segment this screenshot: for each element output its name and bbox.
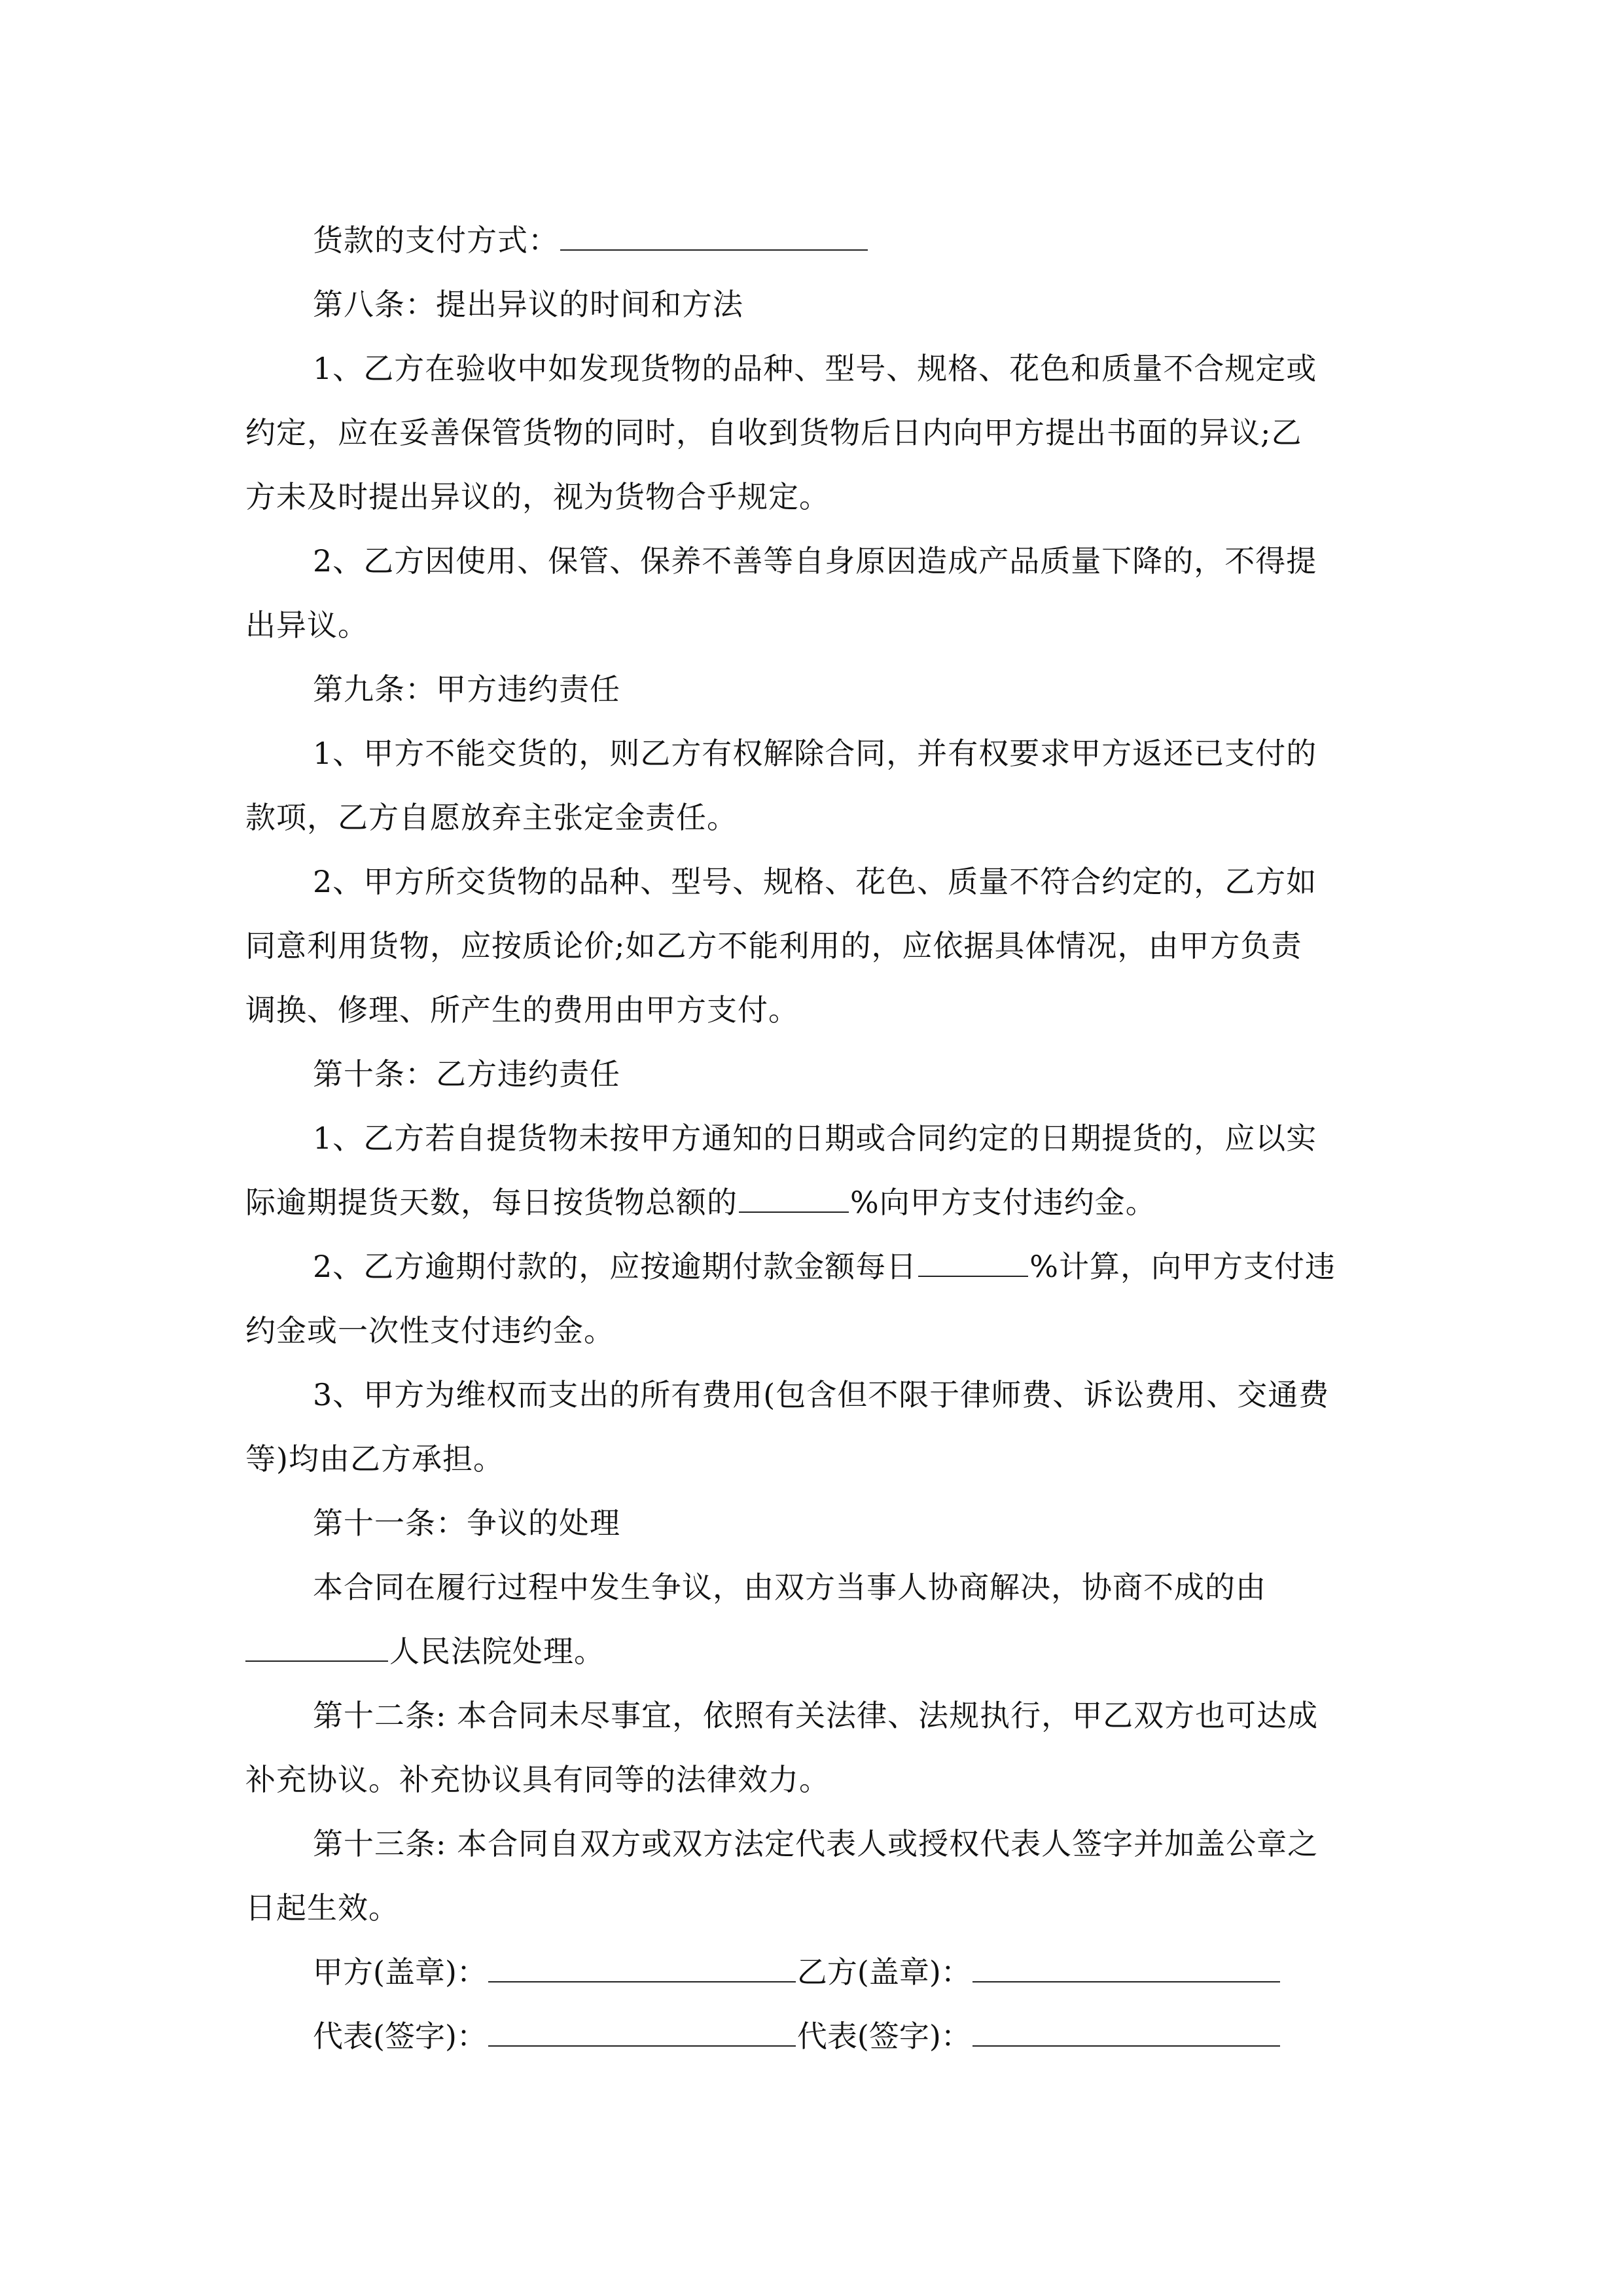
article-10-p3-line1: 3、甲方为维权而支出的所有费用(包含但不限于律师费、诉讼费用、交通费 xyxy=(313,1377,1330,1412)
article-13-line2: 日起生效。 xyxy=(245,1890,399,1926)
article-8-p1-line2: 约定，应在妥善保管货物的同时，自收到货物后日内向甲方提出书面的异议;乙 xyxy=(245,415,1302,450)
article-10-p2-line2: 约金或一次性支付违约金。 xyxy=(245,1313,615,1348)
article-11-title: 第十一条：争议的处理 xyxy=(313,1505,620,1541)
article-10-p2-pre: 2、乙方逾期付款的，应按逾期付款金额每日 xyxy=(313,1249,918,1284)
article-12-line2: 补充协议。补充协议具有同等的法律效力。 xyxy=(245,1762,830,1797)
article-9-p2-line2: 同意利用货物，应按质论价;如乙方不能利用的，应依据具体情况，由甲方负责 xyxy=(245,928,1302,963)
payment-method-line xyxy=(245,208,1381,272)
article-10-p1-line2 xyxy=(245,1170,1381,1234)
party-b-seal-label: 乙方(盖章)： xyxy=(796,1954,971,1990)
article-9-p2-line3: 调换、修理、所产生的费用由甲方支付。 xyxy=(245,992,799,1028)
payment-method-label: 货款的支付方式： xyxy=(313,223,559,258)
article-12-line1: 第十二条: 本合同未尽事宜，依照有关法律、法规执行，甲乙双方也可达成 xyxy=(313,1698,1319,1733)
party-a-seal-label: 甲方(盖章)： xyxy=(313,1954,487,1990)
article-9-p1-line1: 1、甲方不能交货的，则乙方有权解除合同，并有权要求甲方返还已支付的 xyxy=(313,736,1317,771)
rep-a-sign-label: 代表(签字)： xyxy=(313,2018,487,2054)
article-11-line1: 本合同在履行过程中发生争议，由双方当事人协商解决，协商不成的由 xyxy=(313,1570,1266,1605)
article-10-p3-line2: 等)均由乙方承担。 xyxy=(245,1441,504,1477)
late-payment-rate-blank xyxy=(918,1249,1028,1277)
party-a-seal-blank xyxy=(488,1955,796,1982)
article-9-title: 第九条：甲方违约责任 xyxy=(313,672,620,707)
article-8-title: 第八条：提出异议的时间和方法 xyxy=(313,287,743,322)
court-name-blank xyxy=(245,1634,388,1662)
article-8-p1-line1: 1、乙方在验收中如发现货物的品种、型号、规格、花色和质量不合规定或 xyxy=(313,351,1317,386)
article-8-p2-line2: 出异议。 xyxy=(245,607,368,643)
contract-body xyxy=(245,208,1381,2068)
payment-method-blank xyxy=(560,223,868,251)
article-10-p2-line1 xyxy=(245,1234,1381,1299)
signature-row xyxy=(245,2004,1381,2068)
rep-b-sign-label: 代表(签字)： xyxy=(796,2018,971,2054)
party-b-seal-blank xyxy=(972,1955,1280,1982)
article-11-line2 xyxy=(245,1619,1381,1683)
article-10-title: 第十条：乙方违约责任 xyxy=(313,1056,620,1092)
article-10-p1-pre: 际逾期提货天数，每日按货物总额的 xyxy=(245,1185,738,1220)
article-9-p1-line2: 款项，乙方自愿放弃主张定金责任。 xyxy=(245,800,738,835)
article-8-p2-line1: 2、乙方因使用、保管、保养不善等自身原因造成产品质量下降的，不得提 xyxy=(313,543,1317,579)
article-10-p2-post: %计算，向甲方支付违 xyxy=(1029,1249,1336,1284)
article-13-line1: 第十三条: 本合同自双方或双方法定代表人或授权代表人签字并加盖公章之 xyxy=(313,1826,1319,1861)
penalty-rate-blank xyxy=(739,1185,849,1213)
article-10-p1-post: %向甲方支付违约金。 xyxy=(850,1185,1156,1220)
seal-row xyxy=(245,1940,1381,2004)
rep-a-sign-blank xyxy=(488,2019,796,2047)
article-9-p2-line1: 2、甲方所交货物的品种、型号、规格、花色、质量不符合约定的，乙方如 xyxy=(313,864,1317,899)
article-11-line2-post: 人民法院处理。 xyxy=(389,1634,605,1669)
article-8-p1-line3: 方未及时提出异议的，视为货物合乎规定。 xyxy=(245,479,830,514)
rep-b-sign-blank xyxy=(972,2019,1280,2047)
article-10-p1-line1: 1、乙方若自提货物未按甲方通知的日期或合同约定的日期提货的，应以实 xyxy=(313,1121,1317,1156)
